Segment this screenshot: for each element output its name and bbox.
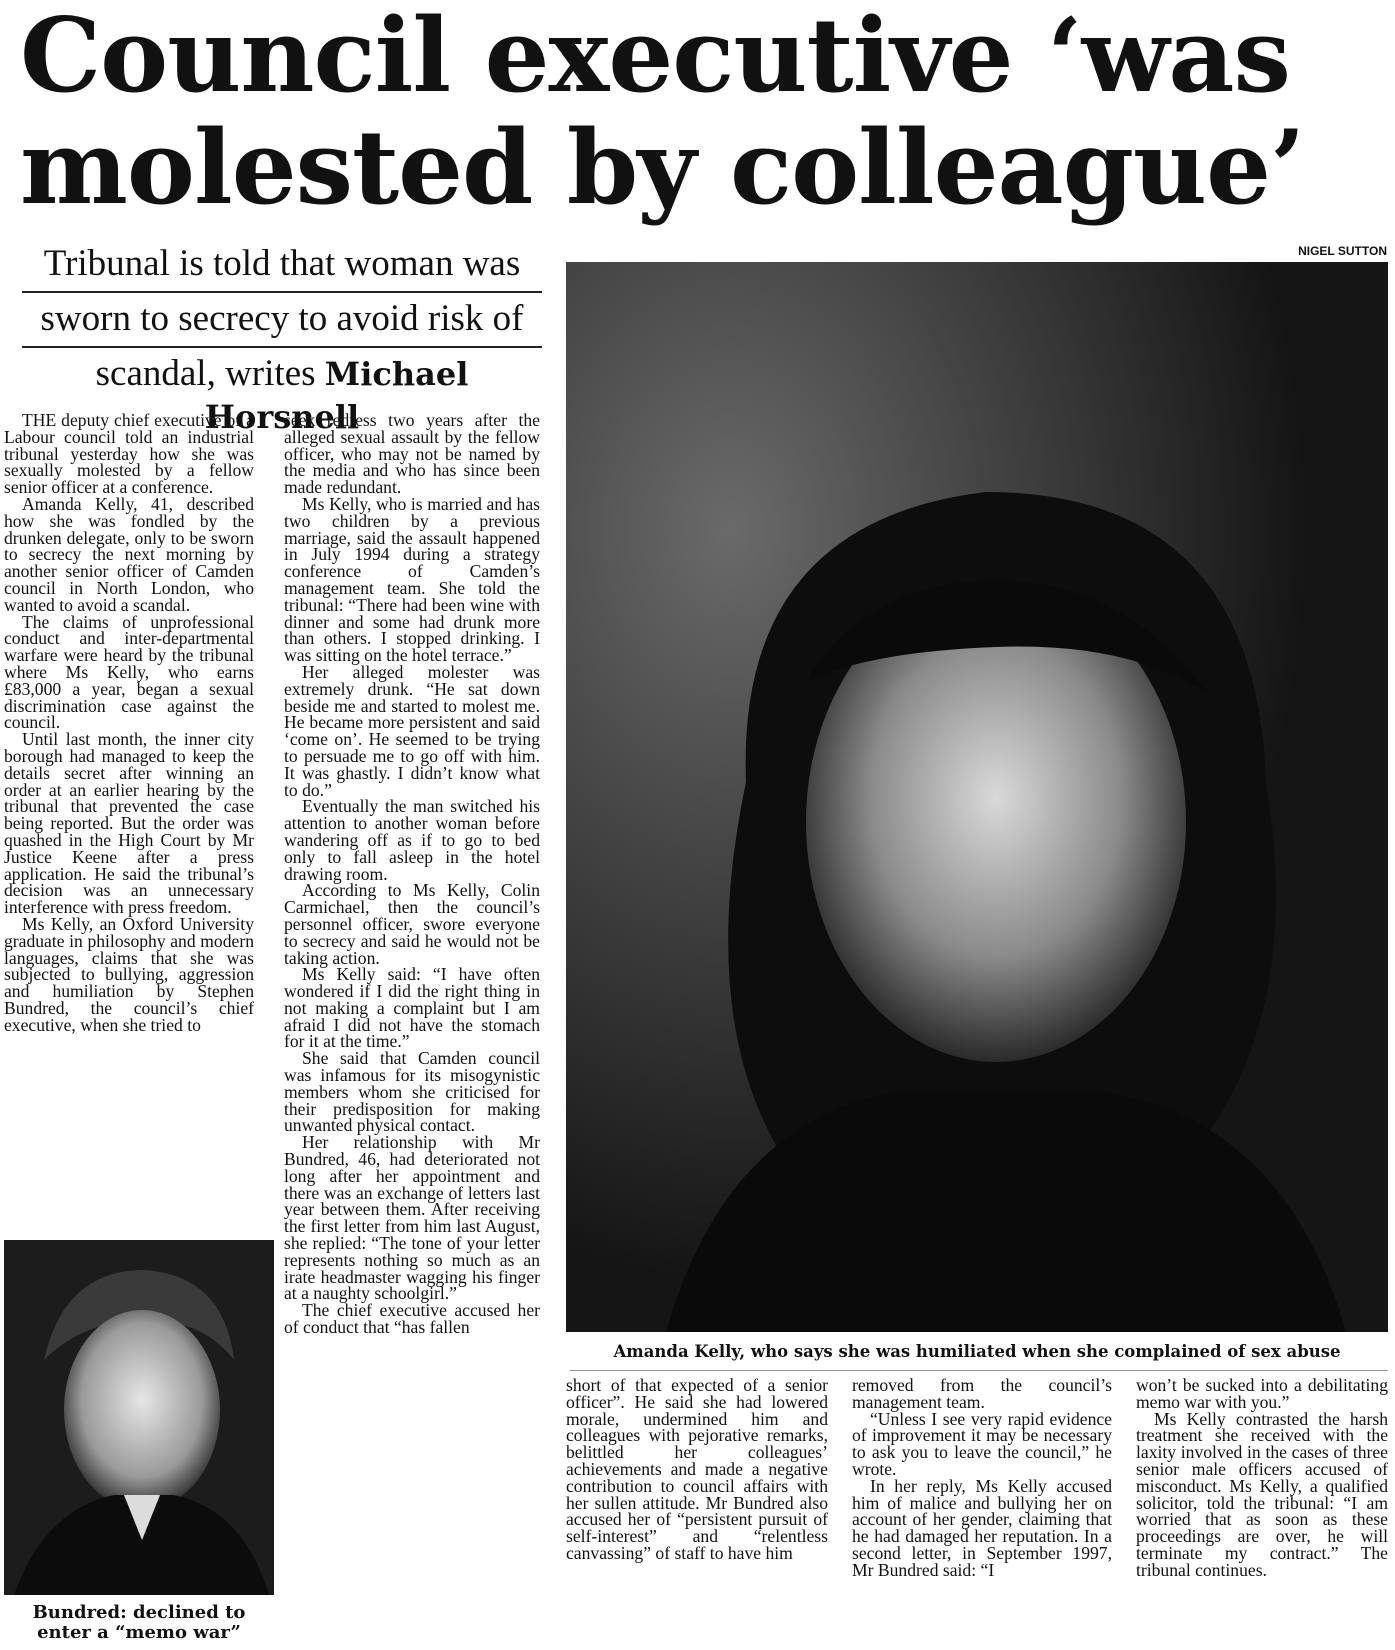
small-photo-caption: [4, 1603, 274, 1643]
article-paragraph: Her alleged molester was extremely drunk. “He sat down beside me and started to molest me. He became more persistent and said ‘come on’. He seemed to be trying to persuade me to go off with him. It was ghastly. I didn’t know what to do.”: [284, 661, 540, 800]
deck-line-2: sworn to secrecy to avoid risk of: [22, 293, 542, 348]
article-paragraph: Ms Kelly contrasted the harsh treatment she received with the laxity involved in the cases of three senior male officers accused of misconduct. Ms Kelly, a qualified solicitor, told the tribunal: “I am worried that as soon as these proceedings are over, he will terminate my contract.” The tribunal continues.: [1136, 1408, 1388, 1580]
article-paragraph: Ms Kelly said: “I have often wondered if I did the right thing in not making a complaint but I am afraid I did not have the stomach for it at the time.”: [284, 964, 540, 1052]
article-paragraph: Ms Kelly, an Oxford University graduate in philosophy and modern languages, claims that she was subjected to bullying, aggression and humiliation by Stephen Bundred, the council’s chief executive, when she tried to: [4, 913, 254, 1035]
headline: [20, 0, 1380, 228]
article-paragraph: She said that Camden council was infamous for its misogynistic members whom she criticised for their predisposition for making unwanted physical contact.: [284, 1048, 540, 1136]
article-column-5: [1136, 1377, 1388, 1579]
photo-credit: NIGEL SUTTON: [1298, 244, 1387, 258]
article-column-2: [284, 412, 540, 1336]
article-paragraph: short of that expected of a senior officer”. He said she had lowered morale, undermined him and colleagues with pejorative remarks, belittled her colleagues’ achievements and made a negative contribution to council affairs with her sullen attitude. Mr Bundred also accused her of “persistent pursuit of self-interest” and “relentless canvassing” of staff to have him: [566, 1375, 828, 1563]
article-column-4: [852, 1377, 1112, 1579]
headline-line-1: Council executive ‘was: [20, 0, 1290, 116]
man-portrait-image: [4, 1240, 274, 1595]
main-photo-caption: Amanda Kelly, who says she was humiliated when she complained of sex abuse: [613, 1342, 1341, 1361]
woman-portrait-image: [566, 262, 1388, 1332]
main-photo: [566, 262, 1388, 1332]
article-paragraph: The claims of unprofessional conduct and inter-departmental warfare were heard by the tribunal where Ms Kelly, who earns £83,000 a year, began a sexual discrimination case against the council.: [4, 611, 254, 733]
small-photo-caption-line-2: enter a “memo war”: [37, 1622, 241, 1643]
article-paragraph: won’t be sucked into a debilitating memo war with you.”: [1136, 1375, 1388, 1412]
small-photo-caption-line-1: Bundred: declined to: [32, 1602, 246, 1623]
small-photo: [4, 1240, 274, 1595]
article-paragraph: seek redress two years after the alleged sexual assault by the fellow officer, who may not be named by the media and who has since been made redundant.: [284, 410, 540, 498]
article-column-1: [4, 412, 254, 1033]
article-paragraph: Amanda Kelly, 41, described how she was fondled by the drunken delegate, only to be sworn to secrecy the next morning by another senior officer of Camden council in North London, who wanted to avoid a scandal.: [4, 493, 254, 615]
deck-line-1: Tribunal is told that woman was: [22, 238, 542, 293]
article-paragraph: Eventually the man switched his attention to another woman before wandering off as if to go to bed only to fall asleep in the hotel drawing room.: [284, 796, 540, 884]
headline-line-2: molested by colleague’: [20, 108, 1305, 228]
article-paragraph: The chief executive accused her of conduct that “has fallen: [284, 1300, 540, 1338]
article-paragraph: According to Ms Kelly, Colin Carmichael, then the council’s personnel officer, swore everyone to secrecy and said he would not be taking action.: [284, 880, 540, 968]
article-paragraph: removed from the council’s management team.: [852, 1375, 1112, 1412]
article-column-3: [566, 1377, 828, 1562]
byline-author: Michael Horsnell: [204, 355, 469, 436]
article-paragraph: THE deputy chief executive of a Labour council told an industrial tribunal yesterday how she was sexually molested by a fellow senior officer at a conference.: [4, 410, 254, 498]
article-paragraph: “Unless I see very rapid evidence of improvement it may be necessary to ask you to leave the council,” he wrote.: [852, 1408, 1112, 1479]
article-paragraph: In her reply, Ms Kelly accused him of malice and bullying her on account of her gender, claiming that he had damaged her reputation. In a second letter, in September 1997, Mr Bundred said: “I: [852, 1475, 1112, 1580]
deck-line-3-prefix: scandal, writes: [95, 353, 325, 394]
article-paragraph: Until last month, the inner city borough had managed to keep the details secret after winning an order at an earlier hearing by the tribunal that prevented the case being reported. But the order was quashed in the High Court by Mr Justice Keene after a press application. He said the tribunal’s decision was an unnecessary interference with press freedom.: [4, 729, 254, 918]
article-paragraph: Her relationship with Mr Bundred, 46, had deteriorated not long after her appointment and there was an exchange of letters last year between them. After receiving the first letter from him last August, she replied: “The tone of your letter represents nothing so much as an irate headmaster wagging his finger at a naughty schoolgirl.”: [284, 1132, 540, 1304]
caption-divider: [570, 1370, 1388, 1371]
article-paragraph: Ms Kelly, who is married and has two children by a previous marriage, said the assault happened in July 1994 during a strategy conference of Camden’s management team. She told the tribunal: “There had been wine with dinner and some had drunk more than others. I stopped drinking. I was sitting on the hotel terrace.”: [284, 493, 540, 666]
